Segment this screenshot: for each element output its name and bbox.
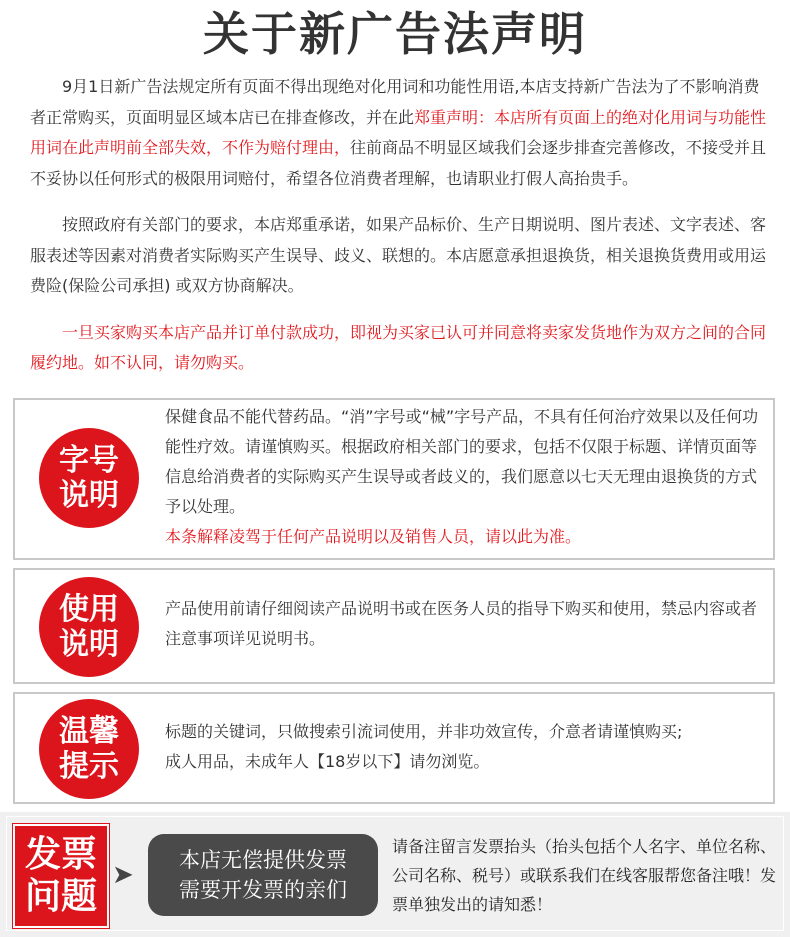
invoice-instructions: 请备注留言发票抬头（抬头包括个人名字、单位名称、公司名称、税号）或联系我们在线客服帮您备注哦！发票单独发出的请知悉！ xyxy=(392,837,777,914)
section-red-note: 本条解释凌驾于任何产品说明以及销售人员，请以此为准。 xyxy=(165,527,582,546)
section-usage-instructions xyxy=(13,568,775,684)
section-badge xyxy=(39,428,139,528)
invoice-badge xyxy=(13,824,109,928)
intro-statement xyxy=(30,72,772,379)
section-text: 标题的关键词，只做搜索引流词使用，并非功效宣传，介意者请谨慎购买; xyxy=(165,722,683,741)
intro-paragraph-1 xyxy=(30,72,772,194)
section-body xyxy=(165,594,765,654)
invoice-free-pill xyxy=(148,834,378,916)
page-title: 关于新广告法声明 xyxy=(203,7,587,61)
contract-place-notice: 一旦买家购买本店产品并订单付款成功，即视为买家已认可并同意将卖家发货地作为双方之间的合同履约地。如不认同，请勿购买。 xyxy=(30,322,767,372)
badge-text: 发票 xyxy=(24,834,97,875)
pill-text: 需要开发票的亲们 xyxy=(179,878,347,902)
badge-text: 提示 xyxy=(59,749,119,784)
section-name-explanation xyxy=(13,398,775,560)
section-text: 产品使用前请仔细阅读产品说明书或在医务人员的指导下购买和使用，禁忌内容或者注意事项详见说明书。 xyxy=(165,599,758,648)
badge-text: 说明 xyxy=(59,627,119,662)
intro-text: 9月1日新广告法规定所有页面不得出现绝对化用词和功能性用语,本店支持新广告法为了不影响消费者正常购买，页面明显区域本店已在排查修改，并在此 xyxy=(30,77,760,127)
arrow-right-icon: ➤ xyxy=(112,860,134,890)
pill-text: 本店无偿提供发票 xyxy=(179,848,347,872)
invoice-panel xyxy=(0,812,790,937)
section-badge xyxy=(39,699,139,799)
section-body xyxy=(165,717,765,777)
section-warm-reminder xyxy=(13,692,775,804)
section-text: 成人用品，未成年人【18岁以下】请勿浏览。 xyxy=(165,752,490,771)
solemn-declaration: 郑重声明：本店所有页面上的绝对化用词与功能性用词在此声明前全部失效，不作为赔付理由， xyxy=(30,107,767,157)
badge-text: 温馨 xyxy=(59,714,119,749)
intro-paragraph-2: 按照政府有关部门的要求，本店郑重承诺，如果产品标价、生产日期说明、图片表述、文字表述、客服表述等因素对消费者实际购买产生误导、歧义、联想的。本店愿意承担退换货，相关退换货费用或用运费险(保险公司承担) 或双方协商解决。 xyxy=(30,215,767,295)
badge-text: 说明 xyxy=(59,478,119,513)
section-text: 保健食品不能代替药品。“消”字号或“械”字号产品，不具有任何治疗效果以及任何功能性疗效。请谨慎购买。根据政府相关部门的要求，包括不仅限于标题、详情页面等信息给消费者的实际购买产生误导或者歧义的，我们愿意以七天无理由退换货的方式予以处理。 xyxy=(165,407,759,516)
section-badge xyxy=(39,577,139,677)
section-body xyxy=(165,402,765,552)
badge-text: 使用 xyxy=(59,592,119,627)
badge-text: 字号 xyxy=(59,443,119,478)
intro-text: 往前商品不明显区域我们会逐步排查完善修改，不接受并且不妥协以任何形式的极限用词赔付，希望各位消费者理解，也请职业打假人高抬贵手。 xyxy=(30,138,767,188)
badge-text: 问题 xyxy=(24,876,97,917)
